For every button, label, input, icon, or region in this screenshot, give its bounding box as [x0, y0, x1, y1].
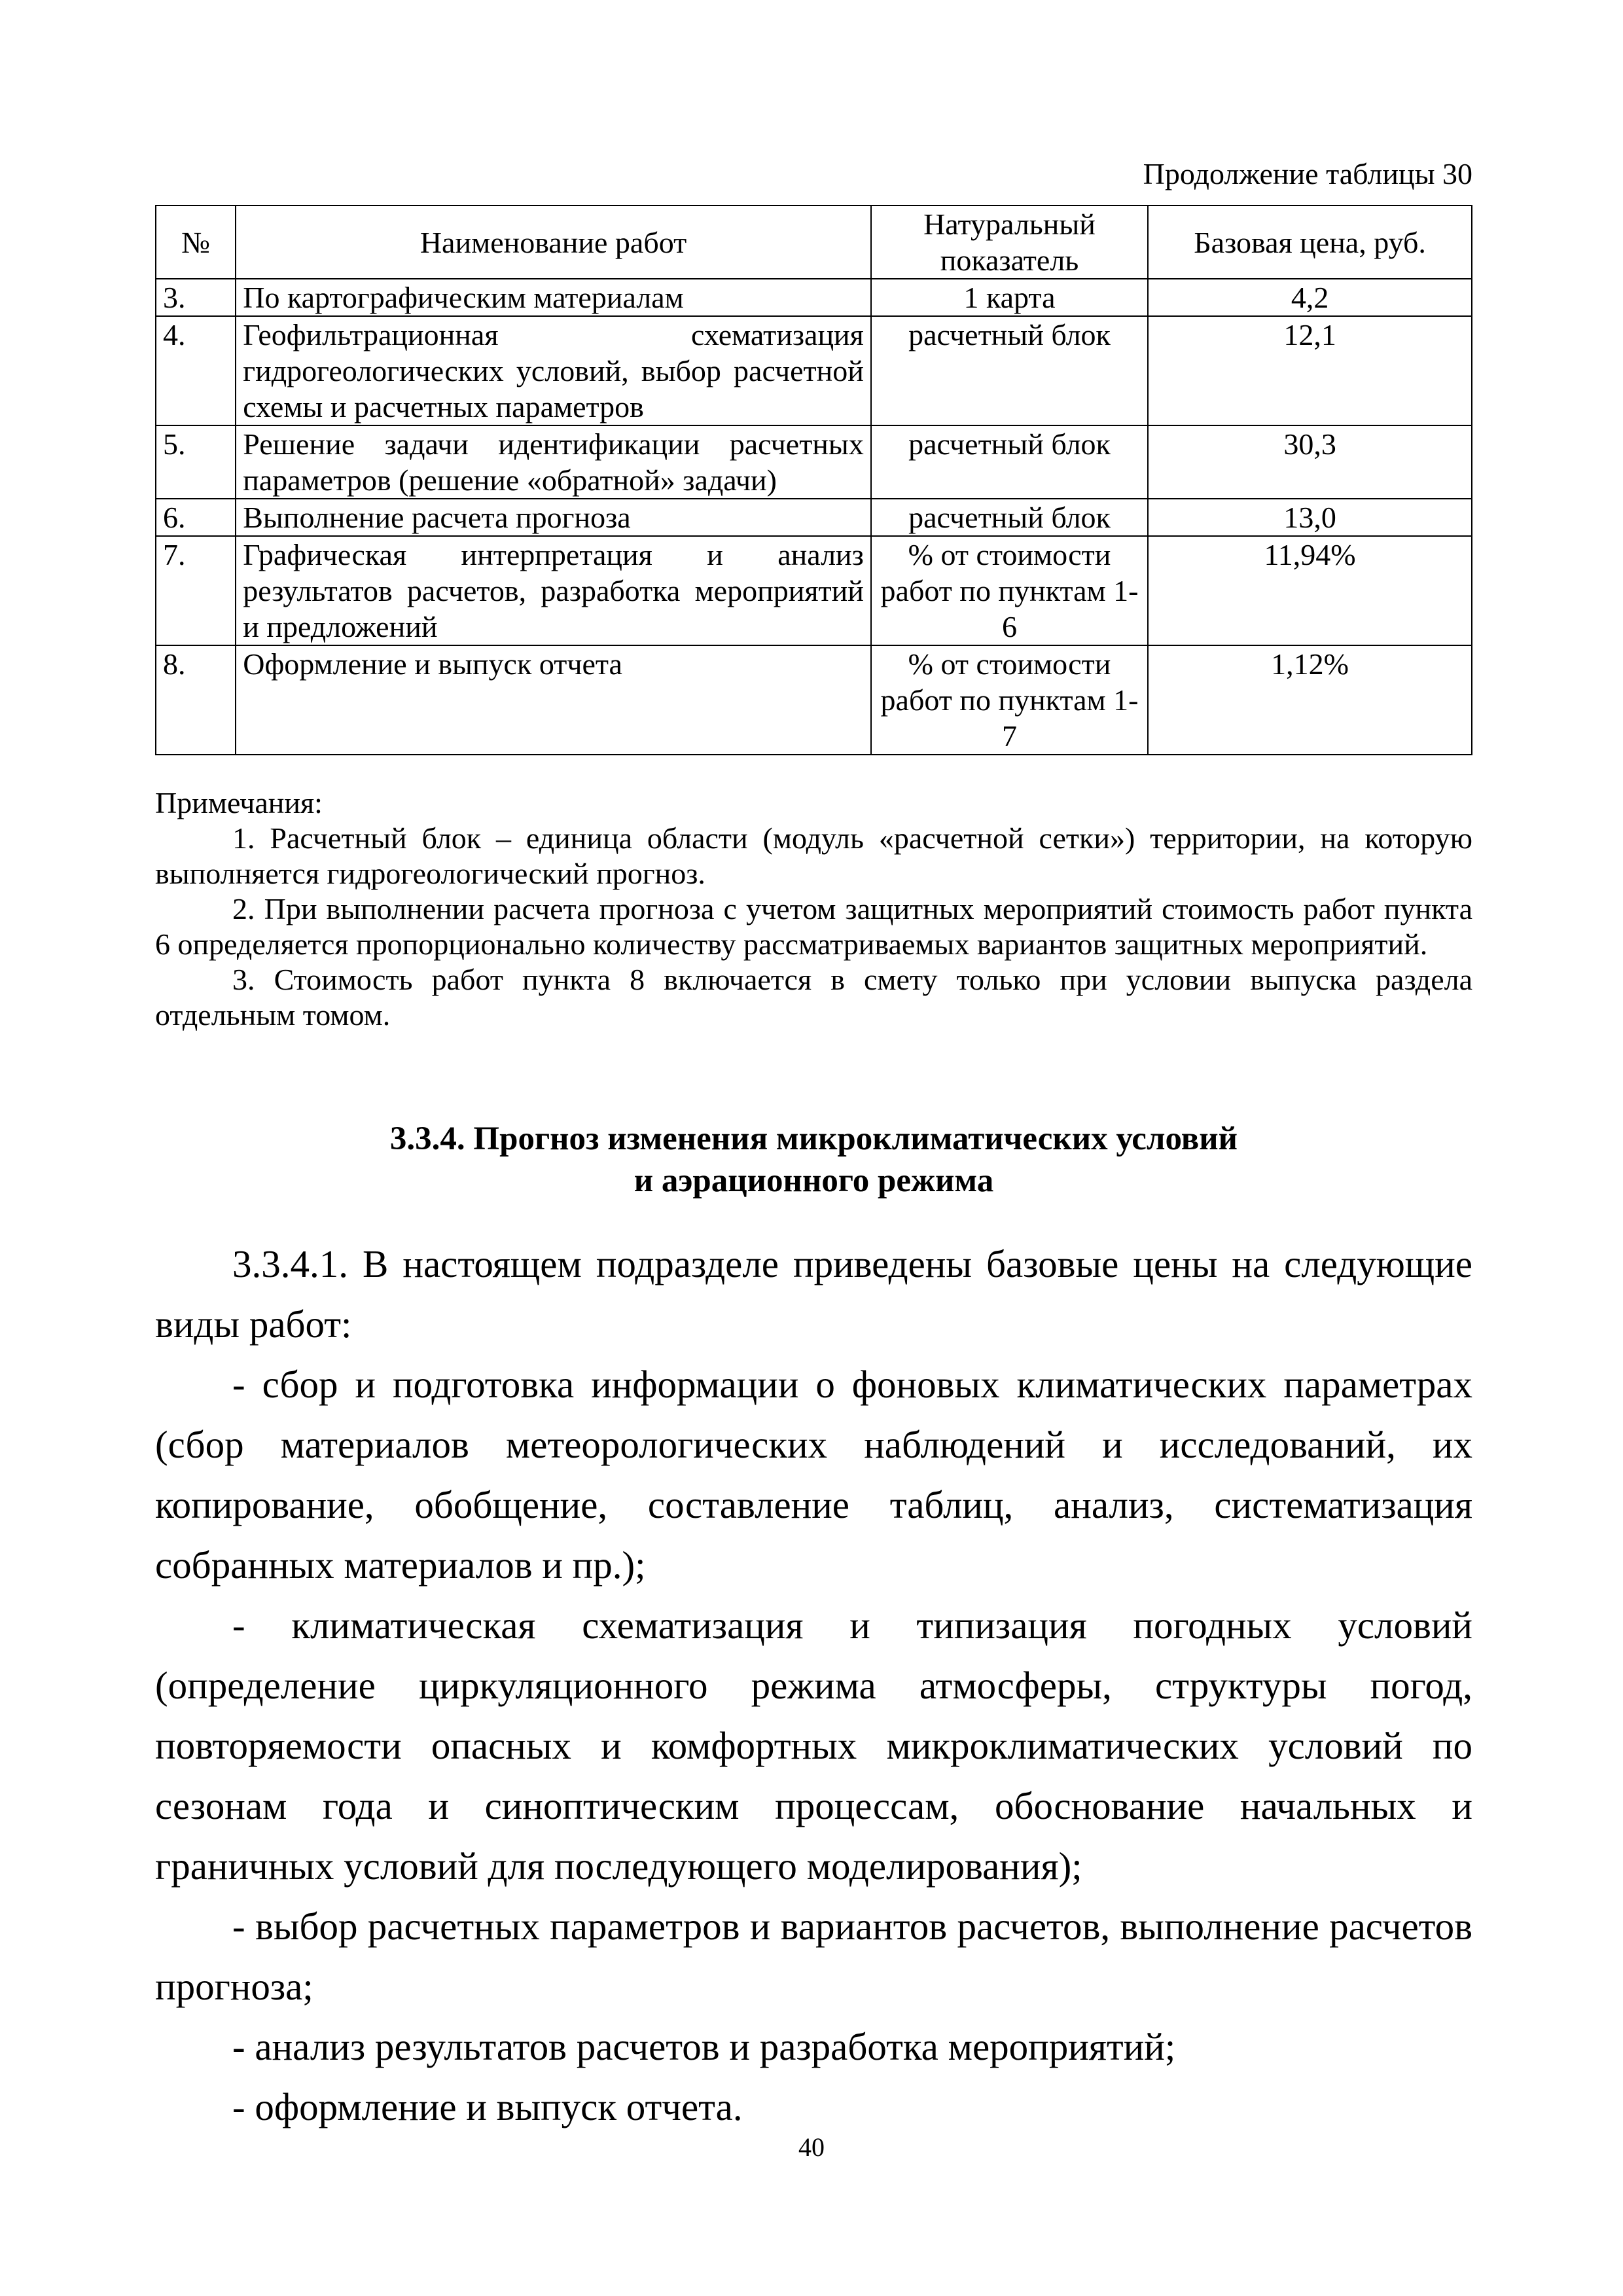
- section-heading-line: 3.3.4. Прогноз изменения микроклиматических условий: [389, 1121, 1238, 1157]
- row-price: 30,3: [1148, 425, 1472, 499]
- row-price: 13,0: [1148, 499, 1472, 536]
- header-number: №: [156, 206, 236, 279]
- works-price-table: [155, 205, 1472, 755]
- row-number: 6.: [156, 499, 236, 536]
- table-row: [156, 499, 1472, 536]
- body-list-item: - оформление и выпуск отчета.: [232, 2085, 743, 2128]
- row-unit: расчетный блок: [871, 425, 1148, 499]
- table-row: [156, 425, 1472, 499]
- body-list-item: - анализ результатов расчетов и разработка мероприятий;: [232, 2025, 1176, 2068]
- row-unit: % от стоимости работ по пунктам 1-6: [871, 536, 1148, 645]
- note-item: 3. Стоимость работ пункта 8 включается в смету только при условии выпуска раздела отдельным томом.: [155, 963, 1472, 1031]
- row-work-name: Решение задачи идентификации расчетных параметров (решение «обратной» задачи): [236, 425, 871, 499]
- row-price: 1,12%: [1148, 645, 1472, 755]
- row-number: 4.: [156, 316, 236, 425]
- table-row: [156, 279, 1472, 316]
- table-notes: [155, 785, 1472, 1033]
- section-heading-line: и аэрационного режима: [633, 1162, 994, 1199]
- row-price: 12,1: [1148, 316, 1472, 425]
- row-number: 7.: [156, 536, 236, 645]
- table-row: [156, 645, 1472, 755]
- row-unit: 1 карта: [871, 279, 1148, 316]
- table-continuation-label: Продолжение таблицы 30: [1143, 157, 1472, 190]
- row-number: 3.: [156, 279, 236, 316]
- notes-title: Примечания:: [155, 786, 323, 819]
- row-unit: % от стоимости работ по пунктам 1-7: [871, 645, 1148, 755]
- body-list-item: - выбор расчетных параметров и вариантов расчетов, выполнение расчетов прогноза;: [155, 1905, 1472, 2008]
- note-item: 2. При выполнении расчета прогноза с учетом защитных мероприятий стоимость работ пункта 6 определяется пропорционально количеству рассматриваемых вариантов защитных мероприятий.: [155, 892, 1472, 961]
- body-list-item: - климатическая схематизация и типизация погодных условий (определение циркуляционного режима атмосферы, структуры погод, повторяемости опасных и комфортных микроклиматических условий по сезонам года и синоптическим процессам, обоснование начальных и граничных условий для последующего моделирования);: [155, 1604, 1472, 1888]
- row-work-name: Графическая интерпретация и анализ результатов расчетов, разработка мероприятий и предложений: [236, 536, 871, 645]
- section-body: [155, 1234, 1472, 2137]
- row-number: 5.: [156, 425, 236, 499]
- row-work-name: По картографическим материалам: [236, 279, 871, 316]
- section-heading: [155, 1118, 1472, 1202]
- header-work-name: Наименование работ: [236, 206, 871, 279]
- body-list-item: - сбор и подготовка информации о фоновых климатических параметрах (сбор материалов метеорологических наблюдений и исследований, их копирование, обобщение, составление таблиц, анализ, систематизация собранных материалов и пр.);: [155, 1363, 1472, 1587]
- row-price: 4,2: [1148, 279, 1472, 316]
- body-paragraph: 3.3.4.1. В настоящем подразделе приведены базовые цены на следующие виды работ:: [155, 1242, 1472, 1346]
- table-row: [156, 536, 1472, 645]
- row-work-name: Оформление и выпуск отчета: [236, 645, 871, 755]
- row-number: 8.: [156, 645, 236, 755]
- row-price: 11,94%: [1148, 536, 1472, 645]
- note-item: 1. Расчетный блок – единица области (модуль «расчетной сетки») территории, на которую выполняется гидрогеологический прогноз.: [155, 821, 1472, 890]
- header-unit: Натуральный показатель: [871, 206, 1148, 279]
- row-unit: расчетный блок: [871, 316, 1148, 425]
- row-work-name: Геофильтрационная схематизация гидрогеологических условий, выбор расчетной схемы и расчетных параметров: [236, 316, 871, 425]
- page-number: 40: [798, 2132, 825, 2162]
- row-work-name: Выполнение расчета прогноза: [236, 499, 871, 536]
- row-unit: расчетный блок: [871, 499, 1148, 536]
- header-base-price: Базовая цена, руб.: [1148, 206, 1472, 279]
- table-row: [156, 316, 1472, 425]
- table-header-row: [156, 206, 1472, 279]
